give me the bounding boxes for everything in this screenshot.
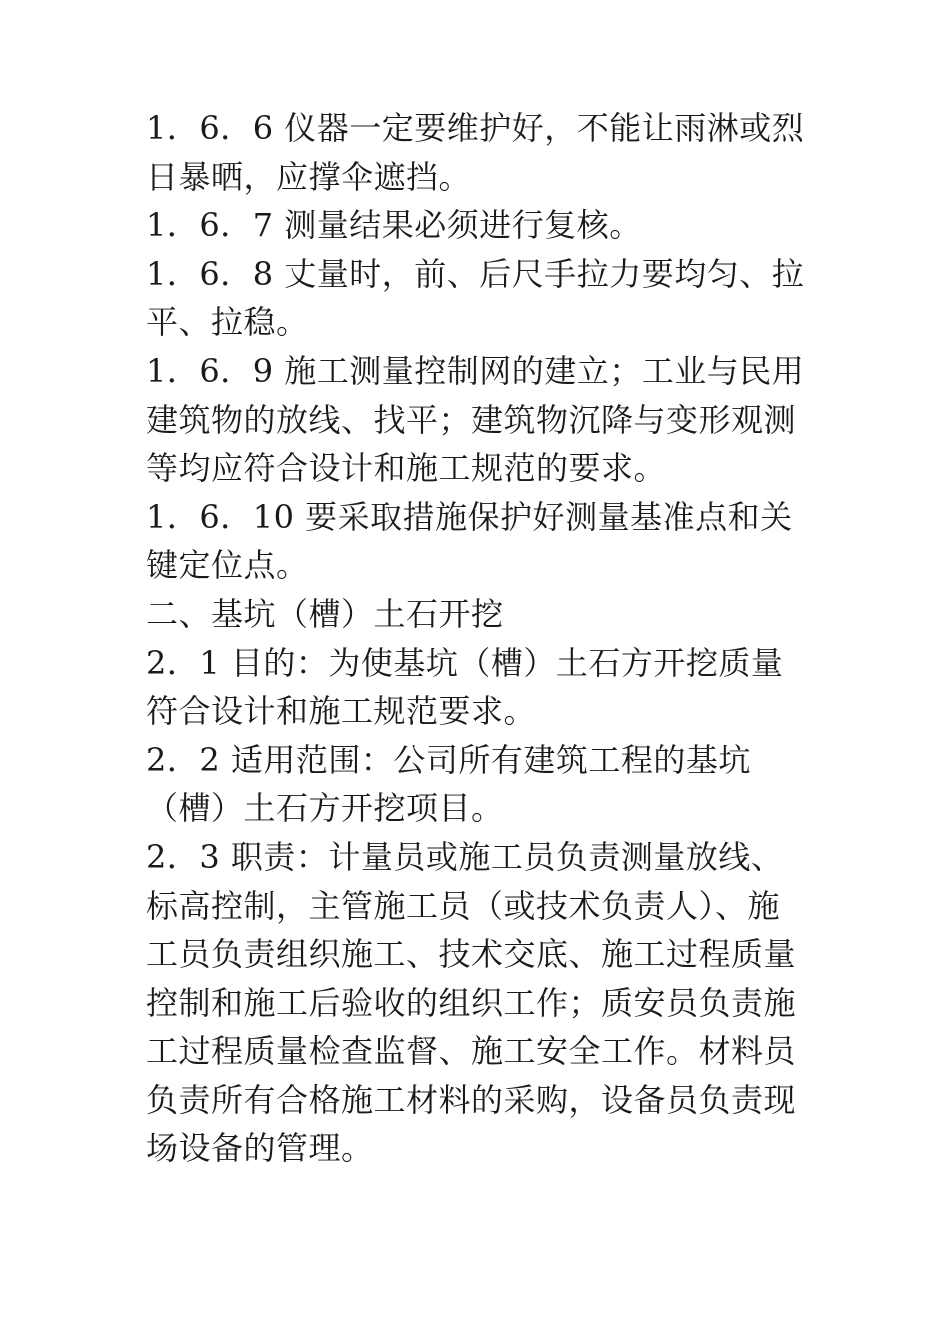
paragraph-1-6-7: 1．6．7 测量结果必须进行复核。 — [146, 206, 642, 245]
paragraph-2-1: 2．1 目的：为使基坑（槽）土石方开挖质量符合设计和施工规范要求。 — [146, 643, 784, 731]
paragraph-2-2: 2．2 适用范围：公司所有建筑工程的基坑（槽）土石方开挖项目。 — [146, 740, 751, 828]
section-heading-2: 二、基坑（槽）土石开挖 — [146, 594, 504, 633]
paragraph-1-6-8: 1．6．8 丈量时，前、后尺手拉力要均匀、拉平、拉稳。 — [146, 254, 805, 342]
paragraph-1-6-6: 1．6．6 仪器一定要维护好，不能让雨淋或烈日暴晒，应撑伞遮挡。 — [146, 109, 805, 196]
paragraph-1-6-9: 1．6．9 施工测量控制网的建立；工业与民用建筑物的放线、找平；建筑物沉降与变形观测等均应符合设计和施工规范的要求。 — [146, 351, 805, 488]
paragraph-1-6-10: 1．6．10 要采取措施保护好测量基准点和关键定位点。 — [146, 497, 793, 585]
paragraph-2-3: 2．3 职责：计量员或施工员负责测量放线、标高控制，主管施工员（或技术负责人）、施工员负责组织施工、技术交底、施工过程质量控制和施工后验收的组织工作；质安员负责施工过程质量检查监督、施工安全工作。材料员负责所有合格施工材料的采购，设备员负责现场设备的管理。 — [146, 837, 797, 1168]
document-body — [146, 104, 810, 1173]
